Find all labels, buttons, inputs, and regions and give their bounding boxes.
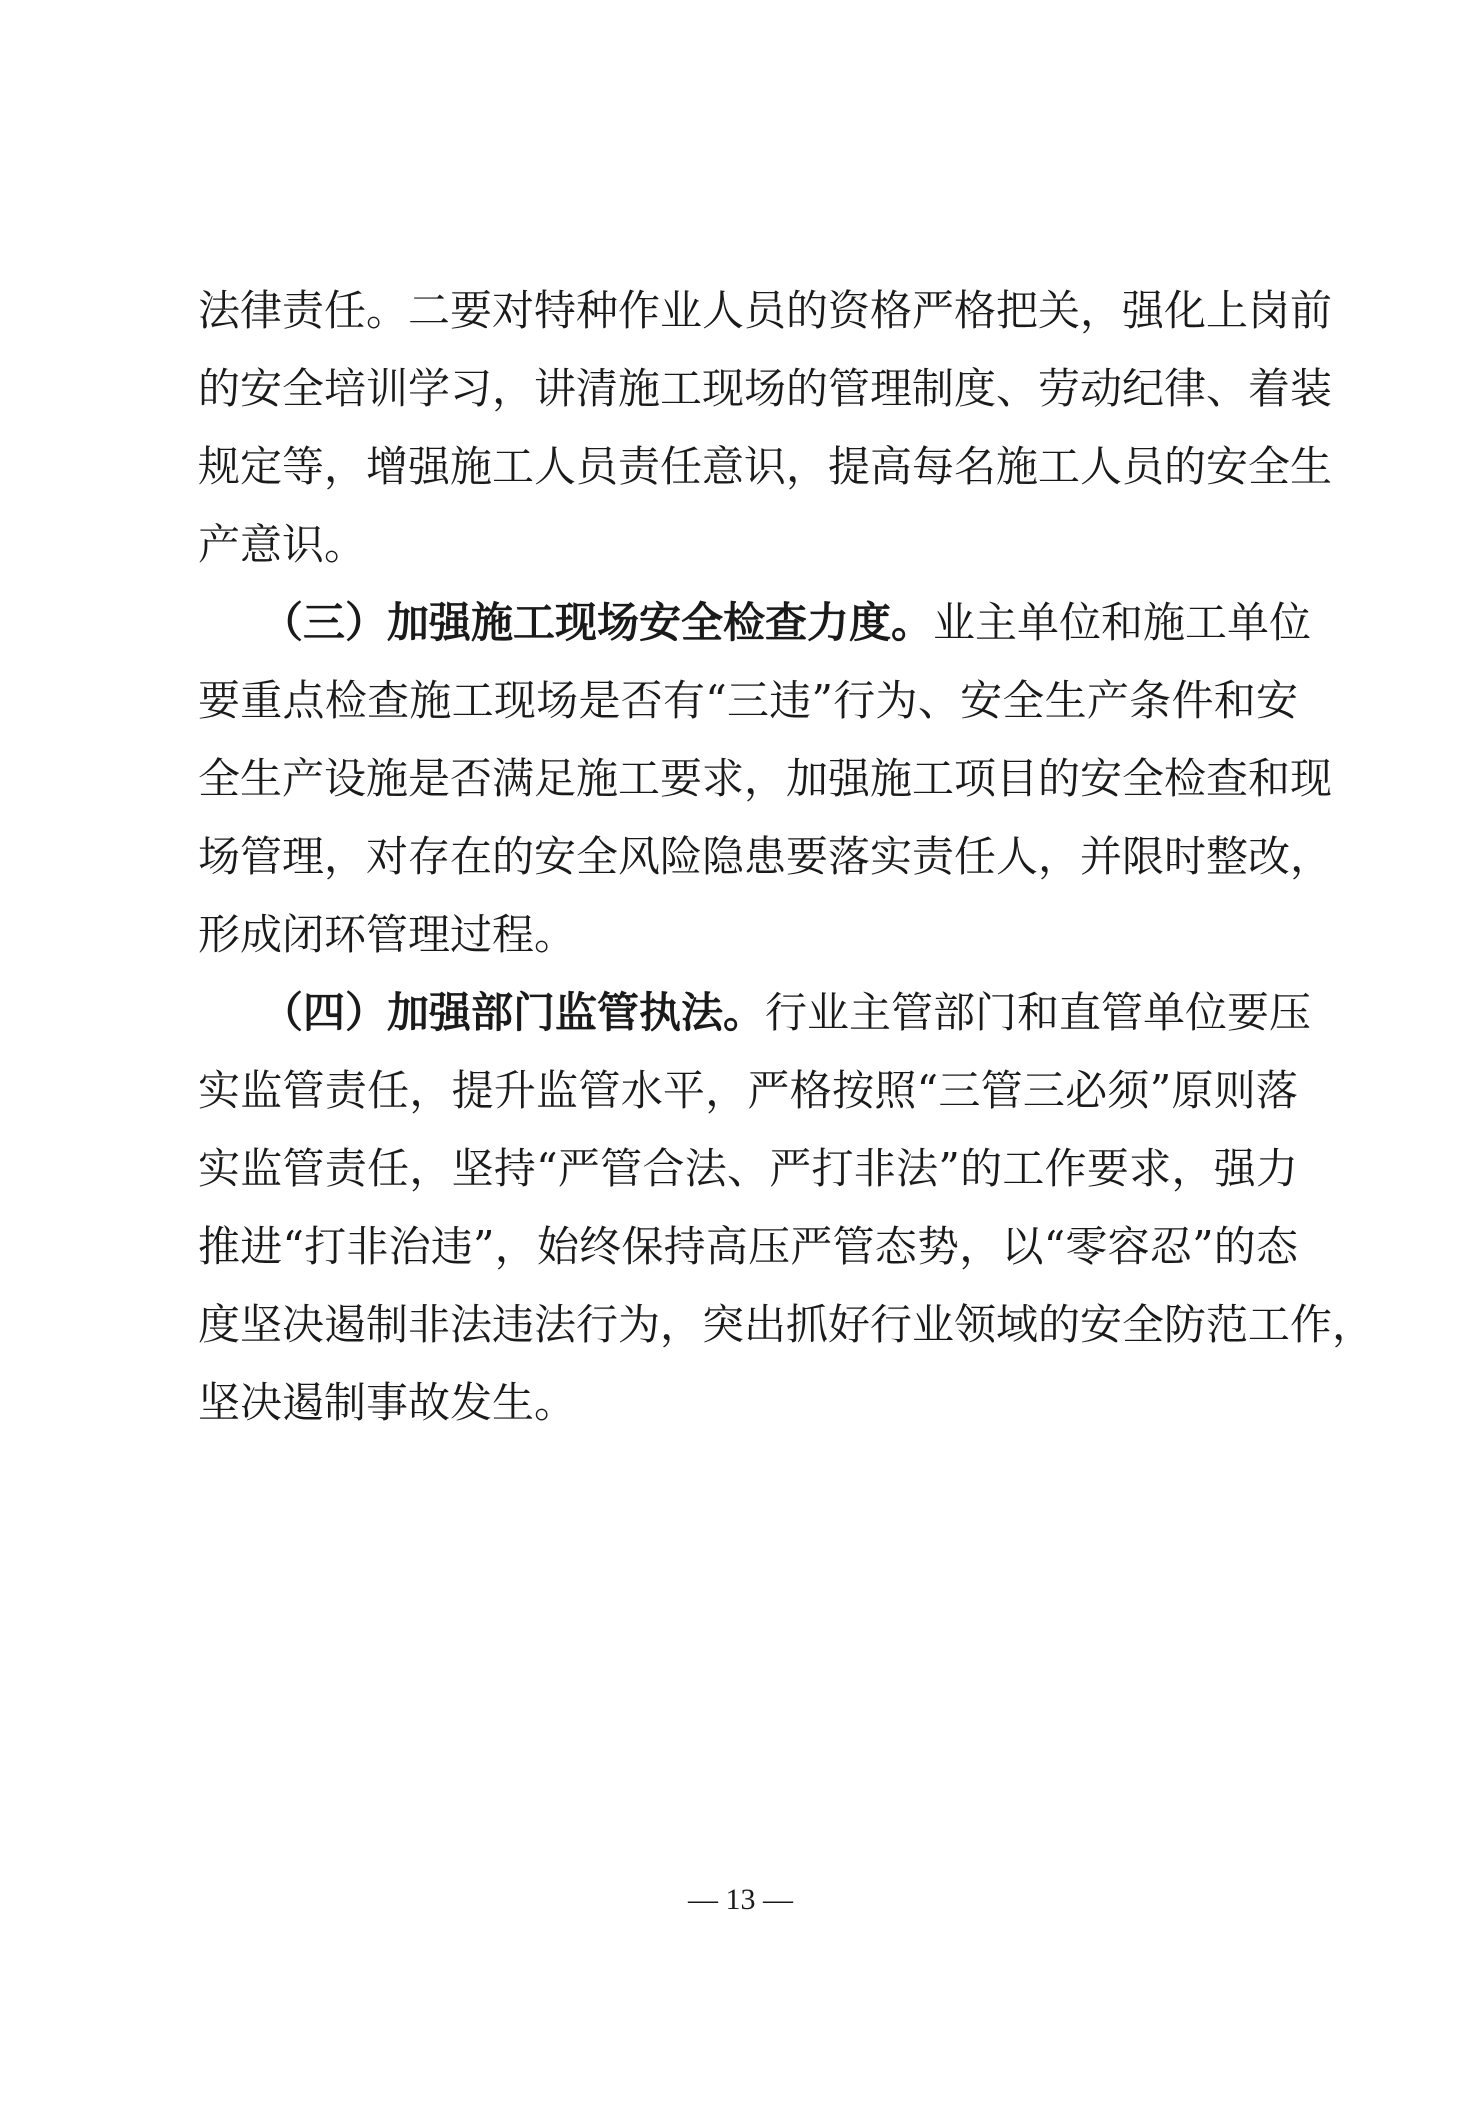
- text-line: 全生产设施是否满足施工要求，加强施工项目的安全检查和现: [198, 754, 1333, 803]
- text-line: 度坚决遏制非法违法行为，突出抓好行业领域的安全防范工作，: [198, 1300, 1375, 1349]
- text-line: [198, 974, 1312, 1052]
- paragraph-3: [198, 974, 1375, 1442]
- section-heading: （四）加强部门监管执法。: [282, 988, 766, 1037]
- text-line: 场管理，对存在的安全风险隐患要落实责任人，并限时整改，: [198, 832, 1333, 881]
- text-run: 行业主管部门和直管单位要压: [765, 988, 1312, 1037]
- paragraph-indent: [198, 598, 282, 647]
- text-line: 要重点检查施工现场是否有“三违”行为、安全生产条件和安: [198, 676, 1298, 725]
- paragraph-2: [198, 584, 1333, 974]
- text-line: 产意识。: [198, 520, 367, 569]
- text-line: 实监管责任，提升监管水平，严格按照“三管三必须”原则落: [198, 1066, 1298, 1115]
- body-text: [198, 272, 1375, 1442]
- text-line: 规定等，增强施工人员责任意识，提高每名施工人员的安全生: [198, 442, 1333, 491]
- text-line: 坚决遏制事故发生。: [198, 1378, 577, 1427]
- text-line: 的安全培训学习，讲清施工现场的管理制度、劳动纪律、着装: [198, 364, 1333, 413]
- text-line: 实监管责任，坚持“严管合法、严打非法”的工作要求，强力: [198, 1144, 1298, 1193]
- page-number: — 13 —: [688, 1883, 793, 1916]
- text-line: 法律责任。二要对特种作业人员的资格严格把关，强化上岗前: [198, 286, 1333, 335]
- text-line: [198, 584, 1312, 662]
- text-line: 推进“打非治违”，始终保持高压严管态势，以“零容忍”的态: [198, 1222, 1298, 1271]
- paragraph-1: [198, 272, 1333, 584]
- text-line: 形成闭环管理过程。: [198, 910, 577, 959]
- text-run: 业主单位和施工单位: [933, 598, 1312, 647]
- section-heading: （三）加强施工现场安全检查力度。: [282, 598, 934, 647]
- paragraph-indent: [198, 988, 282, 1037]
